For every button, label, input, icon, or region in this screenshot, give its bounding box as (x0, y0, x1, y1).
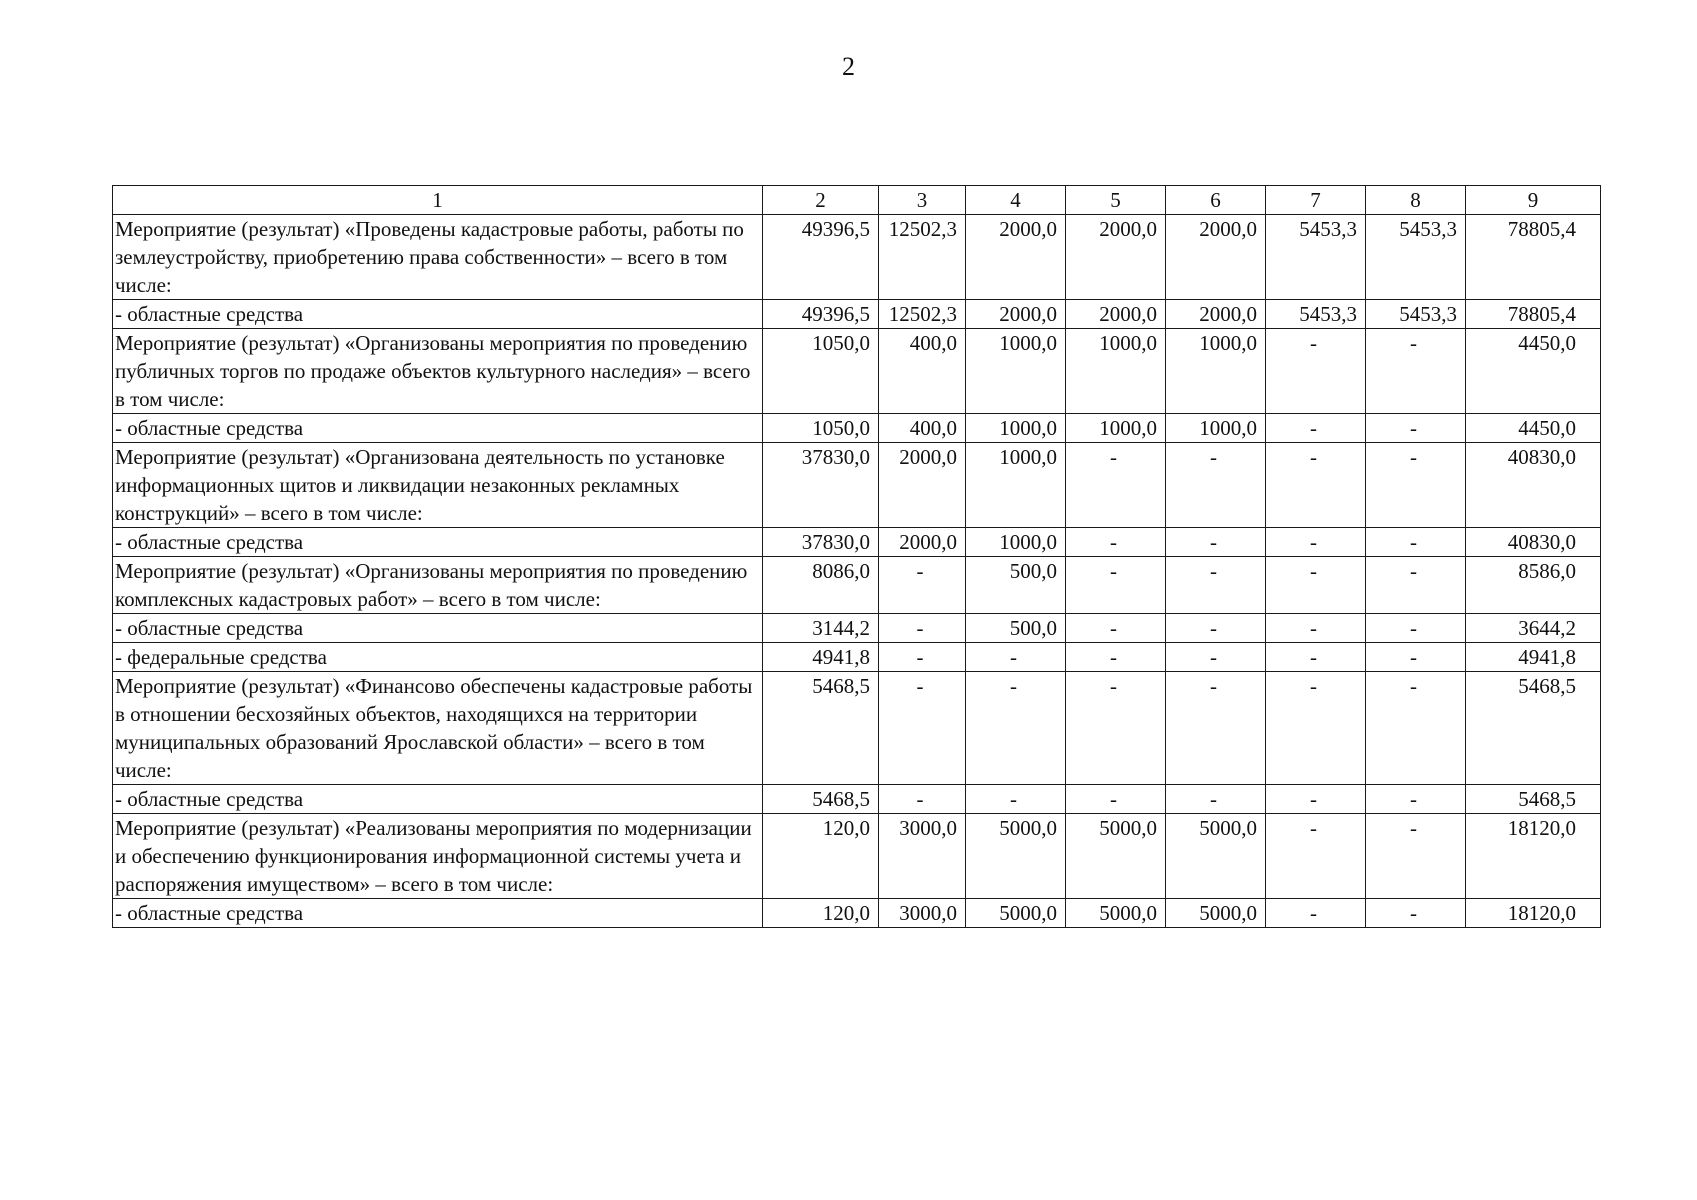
value-cell: 5453,3 (1266, 300, 1366, 329)
value-cell: 5468,5 (763, 785, 879, 814)
total-cell: 4450,0 (1466, 414, 1601, 443)
value-cell: 1000,0 (966, 414, 1066, 443)
row-name-cell: Мероприятие (результат) «Организована деятельность по установке информационных щитов и ликвидации незаконных рекламных конструкций» – всего в том числе: (113, 443, 763, 528)
table-row (113, 814, 1601, 899)
value-cell: 37830,0 (763, 528, 879, 557)
value-cell: - (1266, 899, 1366, 928)
row-name-cell: Мероприятие (результат) «Реализованы мероприятия по модернизации и обеспечению функционирования информационной системы учета и распоряжения имуществом» – всего в том числе: (113, 814, 763, 899)
column-number: 2 (763, 186, 879, 215)
table-row (113, 614, 1601, 643)
value-cell: - (1366, 329, 1466, 414)
value-cell: - (1366, 614, 1466, 643)
value-cell: - (1366, 643, 1466, 672)
value-cell: 5000,0 (1066, 814, 1166, 899)
total-cell: 8586,0 (1466, 557, 1601, 614)
value-cell: 5453,3 (1266, 215, 1366, 300)
total-cell: 78805,4 (1466, 215, 1601, 300)
value-cell: - (1366, 414, 1466, 443)
value-cell: - (1266, 528, 1366, 557)
total-cell: 5468,5 (1466, 785, 1601, 814)
value-cell: 500,0 (966, 557, 1066, 614)
table-row (113, 443, 1601, 528)
value-cell: - (1166, 557, 1266, 614)
value-cell: 1000,0 (966, 329, 1066, 414)
table-body (113, 186, 1601, 928)
value-cell: - (1166, 443, 1266, 528)
value-cell: - (879, 785, 966, 814)
table-row (113, 300, 1601, 329)
value-cell: - (1166, 785, 1266, 814)
value-cell: - (1066, 614, 1166, 643)
value-cell: - (1366, 899, 1466, 928)
value-cell: - (1266, 414, 1366, 443)
value-cell: - (1366, 443, 1466, 528)
value-cell: 12502,3 (879, 300, 966, 329)
value-cell: - (966, 643, 1066, 672)
total-cell: 18120,0 (1466, 814, 1601, 899)
value-cell: 3144,2 (763, 614, 879, 643)
value-cell: 1000,0 (966, 443, 1066, 528)
value-cell: 1050,0 (763, 414, 879, 443)
value-cell: 1000,0 (966, 528, 1066, 557)
value-cell: 1000,0 (1066, 329, 1166, 414)
value-cell: 5000,0 (966, 814, 1066, 899)
value-cell: - (1366, 528, 1466, 557)
value-cell: - (1266, 614, 1366, 643)
value-cell: 37830,0 (763, 443, 879, 528)
column-number: 1 (113, 186, 763, 215)
value-cell: 12502,3 (879, 215, 966, 300)
total-cell: 78805,4 (1466, 300, 1601, 329)
row-name-cell: - областные средства (113, 785, 763, 814)
column-number-row (113, 186, 1601, 215)
value-cell: 500,0 (966, 614, 1066, 643)
table-row (113, 215, 1601, 300)
row-name-cell: - областные средства (113, 899, 763, 928)
total-cell: 3644,2 (1466, 614, 1601, 643)
value-cell: - (1066, 443, 1166, 528)
row-name-cell: Мероприятие (результат) «Организованы мероприятия по проведению публичных торгов по продаже объектов культурного наследия» – всего в том числе: (113, 329, 763, 414)
value-cell: - (1366, 814, 1466, 899)
value-cell: 2000,0 (1066, 300, 1166, 329)
column-number: 9 (1466, 186, 1601, 215)
value-cell: 400,0 (879, 414, 966, 443)
value-cell: 120,0 (763, 899, 879, 928)
value-cell: 400,0 (879, 329, 966, 414)
value-cell: 2000,0 (966, 215, 1066, 300)
column-number: 3 (879, 186, 966, 215)
column-number: 4 (966, 186, 1066, 215)
value-cell: - (1266, 329, 1366, 414)
value-cell: - (966, 672, 1066, 785)
value-cell: - (879, 643, 966, 672)
value-cell: - (1166, 672, 1266, 785)
value-cell: - (1366, 557, 1466, 614)
row-name-cell: - областные средства (113, 528, 763, 557)
table-row (113, 672, 1601, 785)
row-name-cell: - федеральные средства (113, 643, 763, 672)
column-number: 5 (1066, 186, 1166, 215)
value-cell: 2000,0 (879, 528, 966, 557)
value-cell: - (1266, 643, 1366, 672)
funding-table (112, 185, 1601, 928)
total-cell: 4450,0 (1466, 329, 1601, 414)
page-number: 2 (842, 52, 855, 81)
column-number: 6 (1166, 186, 1266, 215)
value-cell: 2000,0 (966, 300, 1066, 329)
value-cell: 120,0 (763, 814, 879, 899)
row-name-cell: - областные средства (113, 300, 763, 329)
value-cell: 8086,0 (763, 557, 879, 614)
total-cell: 4941,8 (1466, 643, 1601, 672)
value-cell: - (1266, 672, 1366, 785)
total-cell: 5468,5 (1466, 672, 1601, 785)
value-cell: - (1166, 528, 1266, 557)
value-cell: 4941,8 (763, 643, 879, 672)
value-cell: - (1266, 443, 1366, 528)
value-cell: - (1266, 557, 1366, 614)
value-cell: - (1266, 785, 1366, 814)
row-name-cell: Мероприятие (результат) «Организованы мероприятия по проведению комплексных кадастровых работ» – всего в том числе: (113, 557, 763, 614)
total-cell: 40830,0 (1466, 528, 1601, 557)
value-cell: - (1066, 643, 1166, 672)
row-name-cell: Мероприятие (результат) «Финансово обеспечены кадастровые работы в отношении бесхозяйных объектов, находящихся на территории муниципальных образований Ярославской области» – всего в том числе: (113, 672, 763, 785)
value-cell: 1050,0 (763, 329, 879, 414)
value-cell: 5453,3 (1366, 215, 1466, 300)
table-row (113, 557, 1601, 614)
table-row (113, 899, 1601, 928)
value-cell: 49396,5 (763, 215, 879, 300)
value-cell: 2000,0 (879, 443, 966, 528)
value-cell: 1000,0 (1166, 329, 1266, 414)
value-cell: 5468,5 (763, 672, 879, 785)
value-cell: 5000,0 (1066, 899, 1166, 928)
value-cell: - (879, 557, 966, 614)
value-cell: - (1066, 557, 1166, 614)
table-row (113, 329, 1601, 414)
value-cell: - (879, 672, 966, 785)
value-cell: - (1366, 785, 1466, 814)
value-cell: - (1066, 528, 1166, 557)
column-number: 7 (1266, 186, 1366, 215)
value-cell: - (1066, 672, 1166, 785)
value-cell: 3000,0 (879, 814, 966, 899)
value-cell: 5000,0 (1166, 899, 1266, 928)
value-cell: 5000,0 (966, 899, 1066, 928)
row-name-cell: Мероприятие (результат) «Проведены кадастровые работы, работы по землеустройству, приобретению права собственности» – всего в том числе: (113, 215, 763, 300)
table-row (113, 528, 1601, 557)
value-cell: - (1166, 614, 1266, 643)
table-row (113, 414, 1601, 443)
value-cell: 1000,0 (1066, 414, 1166, 443)
table-row (113, 643, 1601, 672)
value-cell: 2000,0 (1166, 215, 1266, 300)
table-row (113, 785, 1601, 814)
value-cell: - (966, 785, 1066, 814)
total-cell: 40830,0 (1466, 443, 1601, 528)
value-cell: - (1366, 672, 1466, 785)
value-cell: - (1066, 785, 1166, 814)
value-cell: 2000,0 (1166, 300, 1266, 329)
value-cell: 2000,0 (1066, 215, 1166, 300)
value-cell: - (1166, 643, 1266, 672)
value-cell: - (1266, 814, 1366, 899)
column-number: 8 (1366, 186, 1466, 215)
value-cell: 5000,0 (1166, 814, 1266, 899)
value-cell: - (879, 614, 966, 643)
row-name-cell: - областные средства (113, 614, 763, 643)
value-cell: 1000,0 (1166, 414, 1266, 443)
value-cell: 49396,5 (763, 300, 879, 329)
row-name-cell: - областные средства (113, 414, 763, 443)
total-cell: 18120,0 (1466, 899, 1601, 928)
value-cell: 5453,3 (1366, 300, 1466, 329)
value-cell: 3000,0 (879, 899, 966, 928)
